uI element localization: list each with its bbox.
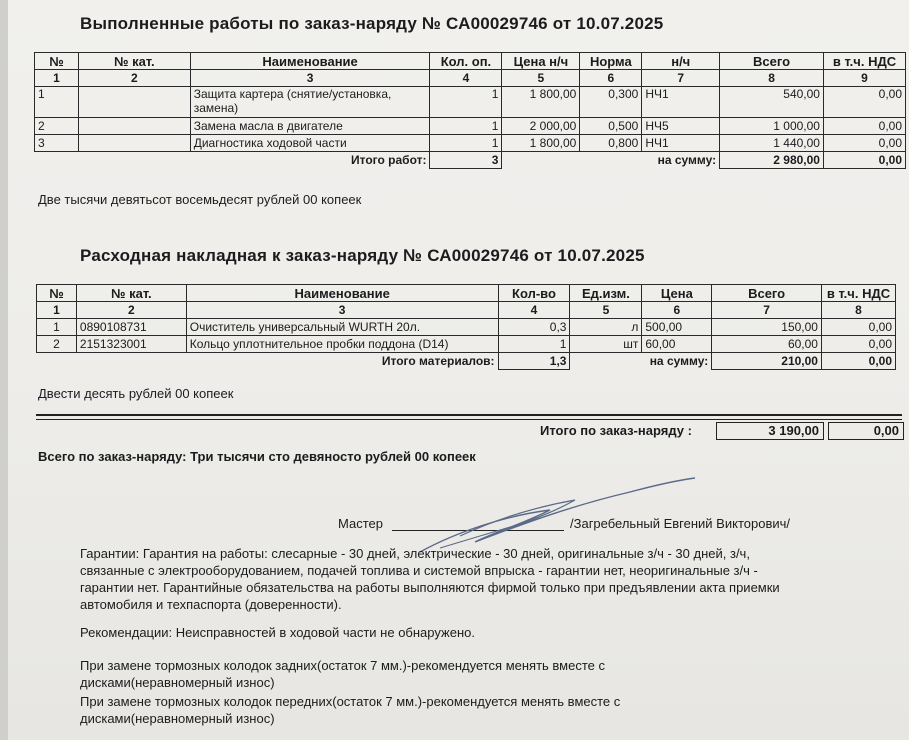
- works-cell-nh: НЧ1: [642, 87, 720, 118]
- table-row: [37, 319, 896, 336]
- works-cell-vat: 0,00: [823, 118, 905, 135]
- materials-cell-total: 150,00: [712, 319, 822, 336]
- works-colnum: 4: [430, 70, 502, 87]
- materials-header-unit: Ед.изм.: [570, 285, 642, 302]
- works-colnum-row: [35, 70, 906, 87]
- works-cell-qty: 1: [430, 118, 502, 135]
- materials-cell-unit: л: [570, 319, 642, 336]
- works-cell-cat: [78, 135, 190, 152]
- works-cell-price: 1 800,00: [502, 135, 580, 152]
- materials-colnum: 2: [76, 302, 186, 319]
- materials-total-row: [37, 353, 896, 370]
- materials-cell-n: 1: [37, 319, 77, 336]
- materials-header-vat: в т.ч. НДС: [821, 285, 895, 302]
- works-colnum: 7: [642, 70, 720, 87]
- materials-cell-cat: 2151323001: [76, 336, 186, 353]
- materials-colnum: 5: [570, 302, 642, 319]
- materials-total-qty: 1,3: [498, 353, 570, 370]
- works-total-row: [35, 152, 906, 169]
- works-sum-total: 2 980,00: [720, 152, 824, 169]
- materials-cell-price: 500,00: [642, 319, 712, 336]
- master-label: Мастер: [338, 516, 383, 531]
- materials-colnum: 3: [186, 302, 498, 319]
- divider-thin: [36, 419, 902, 420]
- grand-total-value: 3 190,00: [716, 422, 824, 440]
- works-colnum: 1: [35, 70, 79, 87]
- materials-amount-in-words: Двести десять рублей 00 копеек: [38, 386, 234, 401]
- works-header-cat: № кат.: [78, 53, 190, 70]
- warranty-text: Гарантии: Гарантия на работы: слесарные - 30 дней, электрические - 30 дней, оригинальные з/ч - 30 дней, з/ч, связанные с электрооборудованием, подачей топлива и системой впрыска - гарантии нет, неоригинальные з/ч - гарантии нет. Гарантийные обязательства на работы выполняются фирмой только при предъявлении акта приемки автомобиля и техпаспорта (доверенности).: [80, 546, 780, 612]
- works-amount-in-words: Две тысячи девятьсот восемьдесят рублей 00 копеек: [38, 192, 362, 207]
- works-colnum: 2: [78, 70, 190, 87]
- grand-amount-in-words: Всего по заказ-наряду: Три тысячи сто девяносто рублей 00 копеек: [38, 449, 476, 464]
- works-colnum: 6: [580, 70, 642, 87]
- materials-cell-total: 60,00: [712, 336, 822, 353]
- works-cell-qty: 1: [430, 135, 502, 152]
- works-cell-qty: 1: [430, 87, 502, 118]
- works-title: Выполненные работы по заказ-наряду № СА00029746 от 10.07.2025: [80, 14, 664, 33]
- works-cell-n: 3: [35, 135, 79, 152]
- materials-header-price: Цена: [642, 285, 712, 302]
- table-row: [35, 87, 906, 118]
- materials-header-row: [37, 285, 896, 302]
- works-cell-total: 1 000,00: [720, 118, 824, 135]
- works-cell-vat: 0,00: [823, 87, 905, 118]
- works-total-label: Итого работ:: [350, 152, 427, 167]
- front-pads-recommendation: При замене тормозных колодок передних(остаток 7 мм.)-рекомендуется менять вместе с дисками(неравномерный износ): [80, 694, 621, 726]
- works-cell-n: 2: [35, 118, 79, 135]
- rear-pads-recommendation: При замене тормозных колодок задних(остаток 7 мм.)-рекомендуется менять вместе с дисками(неравномерный износ): [80, 658, 606, 690]
- materials-cell-vat: 0,00: [821, 336, 895, 353]
- materials-header-n: №: [37, 285, 77, 302]
- materials-cell-name: Кольцо уплотнительное пробки поддона (D14): [186, 336, 498, 353]
- materials-table: [36, 284, 896, 370]
- materials-cell-unit: шт: [570, 336, 642, 353]
- table-row: [35, 118, 906, 135]
- table-row: [35, 135, 906, 152]
- materials-header-qty: Кол-во: [498, 285, 570, 302]
- works-header-price: Цена н/ч: [502, 53, 580, 70]
- materials-cell-price: 60,00: [642, 336, 712, 353]
- materials-colnum: 6: [642, 302, 712, 319]
- works-cell-name: Защита картера (снятие/установка, замена): [190, 87, 430, 118]
- works-header-qty: Кол. оп.: [430, 53, 502, 70]
- recommendations-text: Рекомендации: Неисправностей в ходовой части не обнаружено.: [80, 625, 475, 640]
- materials-total-label: Итого материалов:: [381, 353, 495, 368]
- materials-colnum: 7: [712, 302, 822, 319]
- master-name: /Загребельный Евгений Викторович/: [570, 516, 790, 531]
- materials-header-total: Всего: [712, 285, 822, 302]
- works-cell-total: 540,00: [720, 87, 824, 118]
- materials-sum-label: на сумму:: [649, 353, 709, 368]
- works-cell-n: 1: [35, 87, 79, 118]
- materials-cell-n: 2: [37, 336, 77, 353]
- works-cell-cat: [78, 87, 190, 118]
- materials-header-cat: № кат.: [76, 285, 186, 302]
- materials-cell-qty: 0,3: [498, 319, 570, 336]
- works-cell-norm: 0,300: [580, 87, 642, 118]
- works-header-nh: н/ч: [642, 53, 720, 70]
- works-sum-vat: 0,00: [823, 152, 905, 169]
- materials-sum-total: 210,00: [712, 353, 822, 370]
- divider-thick: [36, 414, 902, 416]
- materials-cell-qty: 1: [498, 336, 570, 353]
- materials-colnum: 1: [37, 302, 77, 319]
- materials-sum-vat: 0,00: [821, 353, 895, 370]
- works-cell-norm: 0,500: [580, 118, 642, 135]
- works-header-norm: Норма: [580, 53, 642, 70]
- materials-header-name: Наименование: [186, 285, 498, 302]
- materials-colnum: 8: [821, 302, 895, 319]
- page-edge: [0, 0, 8, 740]
- works-header-total: Всего: [720, 53, 824, 70]
- works-colnum: 8: [720, 70, 824, 87]
- works-cell-cat: [78, 118, 190, 135]
- works-header-name: Наименование: [190, 53, 430, 70]
- works-cell-nh: НЧ1: [642, 135, 720, 152]
- works-table: [34, 52, 906, 169]
- grand-total-vat: 0,00: [828, 422, 904, 440]
- works-colnum: 9: [823, 70, 905, 87]
- grand-total-label: Итого по заказ-наряду :: [540, 423, 692, 438]
- works-cell-nh: НЧ5: [642, 118, 720, 135]
- materials-cell-cat: 0890108731: [76, 319, 186, 336]
- works-cell-name: Замена масла в двигателе: [190, 118, 430, 135]
- works-cell-total: 1 440,00: [720, 135, 824, 152]
- works-colnum: 5: [502, 70, 580, 87]
- works-header-vat: в т.ч. НДС: [823, 53, 905, 70]
- works-cell-vat: 0,00: [823, 135, 905, 152]
- materials-colnum: 4: [498, 302, 570, 319]
- works-colnum: 3: [190, 70, 430, 87]
- works-cell-price: 1 800,00: [502, 87, 580, 118]
- works-header-n: №: [35, 53, 79, 70]
- table-row: [37, 336, 896, 353]
- works-header-row: [35, 53, 906, 70]
- works-cell-name: Диагностика ходовой части: [190, 135, 430, 152]
- materials-cell-name: Очиститель универсальный WURTH 20л.: [186, 319, 498, 336]
- works-cell-norm: 0,800: [580, 135, 642, 152]
- works-total-count: 3: [430, 152, 502, 169]
- materials-colnum-row: [37, 302, 896, 319]
- works-sum-label: на сумму:: [657, 152, 717, 167]
- materials-title: Расходная накладная к заказ-наряду № СА00029746 от 10.07.2025: [80, 246, 645, 265]
- materials-cell-vat: 0,00: [821, 319, 895, 336]
- works-cell-price: 2 000,00: [502, 118, 580, 135]
